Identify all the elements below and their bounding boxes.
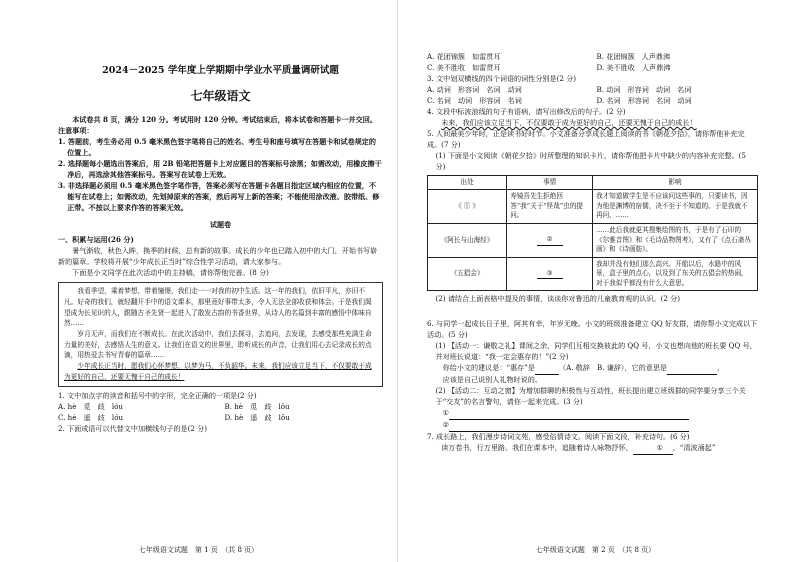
question-6-2: (2) 【活动二：互动之窗】为增加群聊的积极性与互动性，班长提出建立班级群的同学要分享三个关于“交友”的名言警句，请你一起来完成。(3 分) (435, 386, 746, 407)
prompt-text: （A. 敬辞 B. 谦辞），它的意思是 (559, 363, 668, 373)
knowledge-card-table (427, 175, 758, 291)
option-d[interactable]: D. hè 遥 歧 lǒu (224, 412, 290, 422)
table-cell-event: 寿镜吾先生拒绝回答“我”关于“怪哉”虫的提问。 (507, 190, 593, 224)
answer-number: ① (442, 408, 449, 418)
answer-blank[interactable]: ① (633, 443, 673, 455)
table-header: 事情 (507, 175, 593, 190)
note-item: 1. 答题前，考生务必用 0.5 毫米黑色签字笔将自己的姓名、考生号和座号填写在答题卡和试卷规定的位置上。 (58, 137, 376, 158)
exam-title: 2024－2025 学年度上学期期中学业水平质量调研试题 (102, 65, 339, 76)
option-d[interactable]: D. 名词 形容词 名词 动词 (596, 95, 692, 105)
option-a[interactable]: A. 花团锦簇 如雷贯耳 (427, 52, 501, 61)
table-row (428, 257, 758, 291)
q1-options (58, 402, 383, 424)
question-5: 5. 人间最美少年时，正是读书好时节。小文准备分享成长题上阅读的书《朝花夕拾》，请你帮他补充完成。(7 分) (427, 128, 745, 149)
question-6: 6. 与同学一起成长日子里，阿其有幸，年岁无晚。小文的班级准备建立 QQ 好友群，请你帮小文完成以下活动。(5 分) (427, 319, 758, 340)
option-b[interactable]: B. 花团锦簇 人声鼎沸 (596, 52, 671, 61)
question-1: 1. 文中加点字的读音和括号中的字形，完全正确的一项是(2 分) (58, 390, 257, 400)
exam-subject: 七年级语文 (190, 88, 251, 103)
option-a[interactable]: A. hè 觅 歧 lóu (58, 401, 123, 411)
question-5-1: (1) 下面是小文阅读《朝花夕拾》时所整理的知识卡片，请你帮他把卡片中缺少的内容补充完整。(5 分) (435, 150, 746, 171)
passage-box (58, 282, 383, 386)
answer-blank[interactable]: ② (537, 235, 563, 246)
page-footer: 七年级语文试题 第 1 页 （共 8 页） (138, 546, 259, 555)
option-c[interactable]: C. 名词 动词 形容词 名词 (427, 95, 522, 105)
table-cell-source: 《阿长与山海经》 (428, 224, 507, 258)
question-5-2: (2) 请结合上面表格中提及的事情，谈谈你对鲁迅的儿童教育观的认识。(2 分) (435, 294, 681, 304)
question-6-1: (1) 【活动一：谦敬之礼】课间之余，同学们互相交换彼此的 QQ 号，小文也想向他的班长要 QQ 号，并对班长说道：“我一定会惠存的！”(2 分) (435, 341, 757, 362)
notes-heading: 注意事项： (58, 126, 94, 136)
answer-line[interactable] (427, 420, 758, 432)
note-item: 3. 非选择题必须用 0.5 毫米黑色签字笔作答，答案必须写在答题卡各题目指定区域内相应的位置，不能写在试卷上；如需改动，先划掉原来的答案，然后再写上新的答案；不能使用涂改液、胶带纸、修正带。不按以上要求作答的答案无效。 (58, 181, 380, 213)
table-row (428, 224, 758, 258)
q7-text-content: 读万卷书，行万里路。我们在课本中，追随着诗人咏物抒怀， (441, 443, 633, 453)
answer-space (427, 305, 758, 319)
question-6-1-prompt: 你给小文的建议是：“惠存”是 （A. 敬辞 B. 谦辞），它的意思是 ， (427, 363, 758, 375)
table-header: 影响 (592, 175, 757, 190)
q4-quote: 未来，我们应该立足当下，不仅要敢于成为更好的自己，还要无愧于自己的成长！ (441, 117, 697, 127)
table-cell-source[interactable]: 《 ① 》 (428, 190, 507, 224)
passage-paragraph: 少年成长正当时，愿我们心怀梦想，以梦为马，不负韶华。未来，我们应该立足当下，不仅要敢于成为更好的自己，还要无愧于自己的成长！ (64, 362, 372, 381)
question-2: 2. 下面成语可以代替文中加横线句子的是(2 分) (58, 423, 208, 433)
option-d[interactable]: D. 美不胜收 人声鼎沸 (596, 62, 671, 72)
answer-blank[interactable] (535, 363, 559, 375)
q7-text: 读万卷书，行万里路。我们在课本中，追随着诗人咏物抒怀， ① ，“清波涌起” (427, 443, 758, 455)
table-header-row (428, 175, 758, 190)
part-heading: 一、积累与运用(26 分) (58, 235, 134, 245)
option-a[interactable]: A. 动词 形容词 名词 动词 (427, 84, 522, 94)
table-cell-event-blank[interactable] (507, 224, 593, 258)
passage-paragraph: 我看季望，乘着梦想，带着憧憬，我们走一一对我的初中生活。这一年的我们，依旧平凡，亦旧不凡。好奇的我们，就轻翻开手中的语文课本，那里竟好事带太多，令人无法全部收获和体会。于是我们渴望成为长见识的人，跟随古圣先贤一起进入了散发古韵的书香世界，从诗人的名篇到丰富的感悟中体味自然…… (64, 287, 372, 328)
option-b[interactable]: B. hè 觅 歧 lǒu (224, 401, 290, 411)
question-3: 3. 文中划双横线的四个词语的词性分别是(2 分) (427, 73, 577, 83)
page-footer: 七年级语文试题 第 2 页 （共 8 页） (535, 546, 656, 555)
table-cell-effect: ……此后我就更其搜集绘图的书，于是有了石印的《尔雅音图》和《毛诗品物图考》，又有了《点石斋丛画》和《诗画舫》。 (592, 224, 757, 258)
answer-blank[interactable] (667, 363, 717, 375)
answer-line[interactable] (427, 408, 758, 420)
option-c[interactable]: C. hè 遥 歧 lóu (58, 412, 124, 422)
question-6-1-tail: 应该是自己说别人礼物时说的。 (442, 375, 542, 385)
table-cell-effect: 我却并没有他们那么高兴。开船以后，水路中的风景，盒子里的点心，以及到了东关的五猖会的热闹，对于我似乎都没有什么大意思。 (592, 257, 757, 291)
question-4: 4. 文段中标波浪线的句子有语病，请写出修改后的句子。(2 分) (427, 106, 626, 116)
table-cell-effect: 我才知道做学生是不应该问这些事的，只要读书，因为他是渊博的宿儒，决不至于不知道的。于是我就不再问，…… (592, 190, 757, 224)
answer-blank[interactable] (449, 408, 689, 420)
table-cell-source: 《五猖会》 (428, 257, 507, 291)
table-cell-event-blank[interactable] (507, 257, 593, 291)
exam-page-2 (397, 0, 794, 562)
answer-blank[interactable] (449, 420, 689, 432)
option-b[interactable]: B. 动词 形容词 动词 名词 (596, 84, 692, 94)
option-c[interactable]: C. 美不胜收 如雷贯耳 (427, 62, 501, 72)
lead-paragraph: 暑气渐收，秋色入眸，换季的时候，总有新的故事。成长的少年也已踏入初中的大门，开始书写崭新的篇章。学校将开展“少年成长正当时”综合性学习活动，请大家参与。 (58, 246, 378, 267)
q3-options (427, 85, 758, 107)
table-header: 出处 (428, 175, 507, 190)
q2-options (427, 52, 758, 74)
prompt-text: 你给小文的建议是：“惠存”是 (442, 363, 535, 373)
passage-paragraph: 岁月无声，而我们在不断成长。在此次活动中，我们去探寻，去追问，去发现，去感受那些充满生命力量的美好，去感悟人生的意义。让我们在语文的世界里，聆听成长的声音，让我们用心去记录成长的点滴，用热爱去书写青春的篇章…… (64, 329, 372, 360)
answer-blank[interactable]: ③ (537, 269, 563, 280)
section-title: 试题卷 (209, 220, 232, 230)
exam-intro: 本试卷共 8 页，满分 120 分。考试用时 120 分钟。考试结束后，将本试卷和答题卡一并交回。 (72, 115, 377, 125)
table-row (428, 190, 758, 224)
answer-number: ② (442, 420, 449, 430)
note-item: 2. 选择题每小题选出答案后，用 2B 铅笔把答题卡上对应题目的答案标号涂黑；如需改动，用橡皮擦干净后，再选涂其他答案标号。答案写在试卷上无效。 (58, 159, 382, 180)
lead-paragraph: 下面是小文同学在此次活动中的主持稿，请你帮他完善。(8 分) (72, 268, 269, 278)
question-7: 7. 成长路上，我们漫步诗词文苑，感受俗情诗文。阅读下面文段，补充诗句。(6 分) (427, 432, 690, 442)
